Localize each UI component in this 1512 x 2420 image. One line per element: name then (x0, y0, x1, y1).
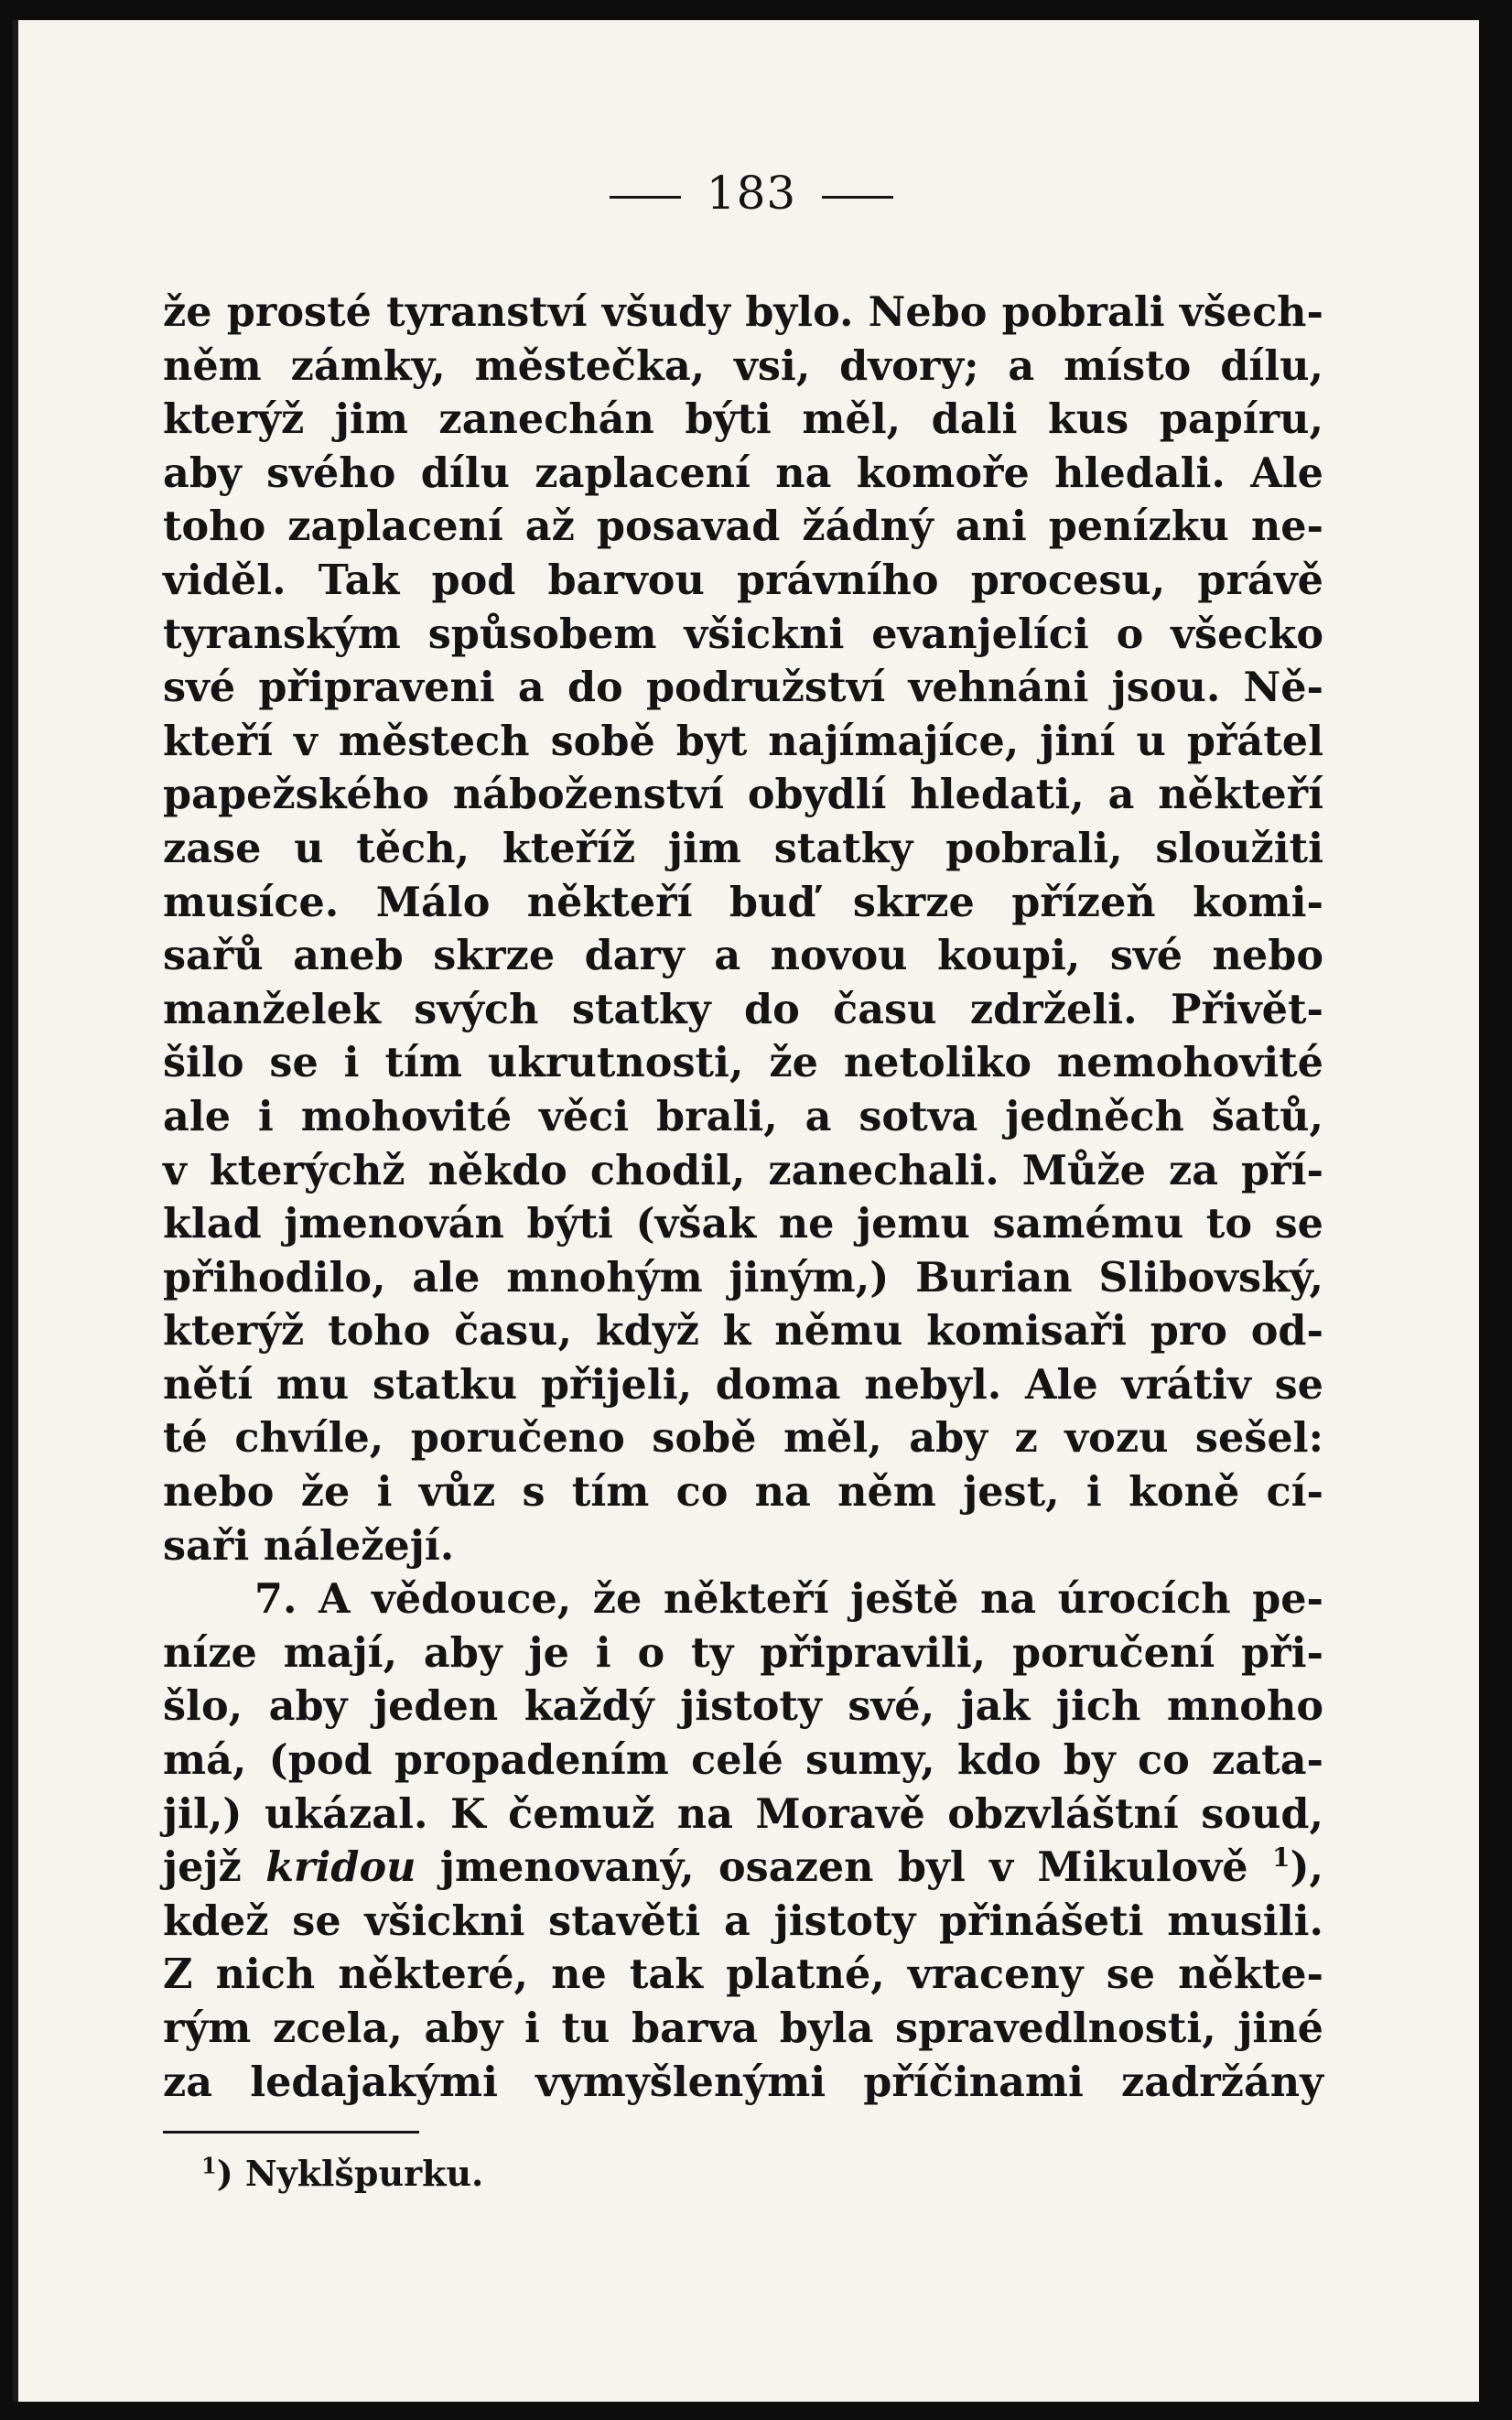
text-line: něm zámky, městečka, vsi, dvory; a místo dílu, (163, 341, 1323, 390)
text-line-paragraph-end: saři náležejí. (163, 1521, 455, 1570)
text-line-with-footnote (163, 1841, 1323, 1895)
text-fragment: jejž (163, 1843, 266, 1892)
text-line: papežského náboženství obydlí hledati, a někteří (163, 771, 1323, 819)
text-line: aby svého dílu zaplacení na komoře hledali. Ale (163, 448, 1323, 497)
text-line: rým zcela, aby i tu barva byla spravedlnosti, jiné (163, 2004, 1323, 2052)
text-line: kterýž jim zanechán býti měl, dali kus papíru, (163, 395, 1323, 444)
footnote-text: ) Nyklšpurku. (216, 2153, 484, 2194)
text-fragment: ), (1290, 1843, 1323, 1892)
text-line: že prosté tyranství všudy bylo. Nebo pobrali všech- (163, 288, 1323, 336)
text-line: kteří v městech sobě byt najímajíce, jiní u přátel (163, 717, 1323, 765)
footnote-divider (163, 2131, 419, 2134)
text-line: manželek svých statky do času zdrželi. Přivět- (163, 985, 1323, 1033)
footnote-mark: 1 (201, 2152, 217, 2179)
text-line: jil,) ukázal. K čemuž na Moravě obzvláštní soud, (163, 1789, 1323, 1838)
body-text (163, 286, 1323, 2109)
text-line: toho zaplacení až posavad žádný ani penízku ne- (163, 502, 1323, 551)
text-line: šilo se i tím ukrutnosti, že netoliko nemohovité (163, 1039, 1323, 1087)
text-line: klad jmenován býti (však ne jemu samému to se (163, 1200, 1323, 1248)
text-line: viděl. Tak pod barvou právního procesu, právě (163, 556, 1323, 604)
italic-term: kridou (265, 1843, 416, 1892)
text-line: musíce. Málo někteří buď skrze přízeň komi- (163, 878, 1323, 926)
text-line: sařů aneb skrze dary a novou koupi, své nebo (163, 932, 1323, 980)
footnote (201, 2153, 483, 2194)
text-line: níze mají, aby je i o ty připravili, poručení při- (163, 1628, 1323, 1677)
book-page (13, 20, 1479, 2402)
text-line: své připraveni a do podružství vehnáni jsou. Ně- (163, 664, 1323, 712)
page-number (18, 167, 1485, 220)
text-line-paragraph-start: 7. A vědouce, že někteří ještě na úrocích pe- (254, 1575, 1323, 1624)
text-line: za ledajakými vymyšlenými příčinami zadržány (163, 2058, 1323, 2106)
text-line: má, (pod propadením celé sumy, kdo by co zata- (163, 1736, 1323, 1785)
page-number-text: 183 (706, 167, 797, 220)
text-line: Z nich některé, ne tak platné, vraceny se někte- (163, 1950, 1323, 1999)
text-line: zase u těch, kteříž jim statky pobrali, sloužiti (163, 824, 1323, 872)
text-line: nětí mu statku přijeli, doma nebyl. Ale vrátiv se (163, 1360, 1323, 1409)
footnote-reference[interactable]: 1 (1271, 1842, 1291, 1874)
text-line: kdež se všickni stavěti a jistoty přinášeti musili. (163, 1896, 1323, 1945)
text-line: šlo, aby jeden každý jistoty své, jak jich mnoho (163, 1682, 1323, 1731)
text-line: v kterýchž někdo chodil, zanechali. Může za pří- (163, 1146, 1323, 1194)
text-line: tyranským spůsobem všickni evanjelíci o všecko (163, 610, 1323, 658)
folio-dash-right (822, 196, 893, 199)
text-line: kterýž toho času, když k němu komisaři pro od- (163, 1307, 1323, 1356)
text-line: nebo že i vůz s tím co na něm jest, i koně cí- (163, 1468, 1323, 1517)
text-line: té chvíle, poručeno sobě měl, aby z vozu sešel: (163, 1414, 1323, 1463)
text-line: ale i mohovité věci brali, a sotva jedněch šatů, (163, 1092, 1323, 1140)
text-line: přihodilo, ale mnohým jiným,) Burian Slibovský, (163, 1253, 1323, 1302)
folio-dash-left (610, 196, 681, 199)
text-fragment: jmenovaný, osazen byl v Mikulově (416, 1843, 1248, 1892)
